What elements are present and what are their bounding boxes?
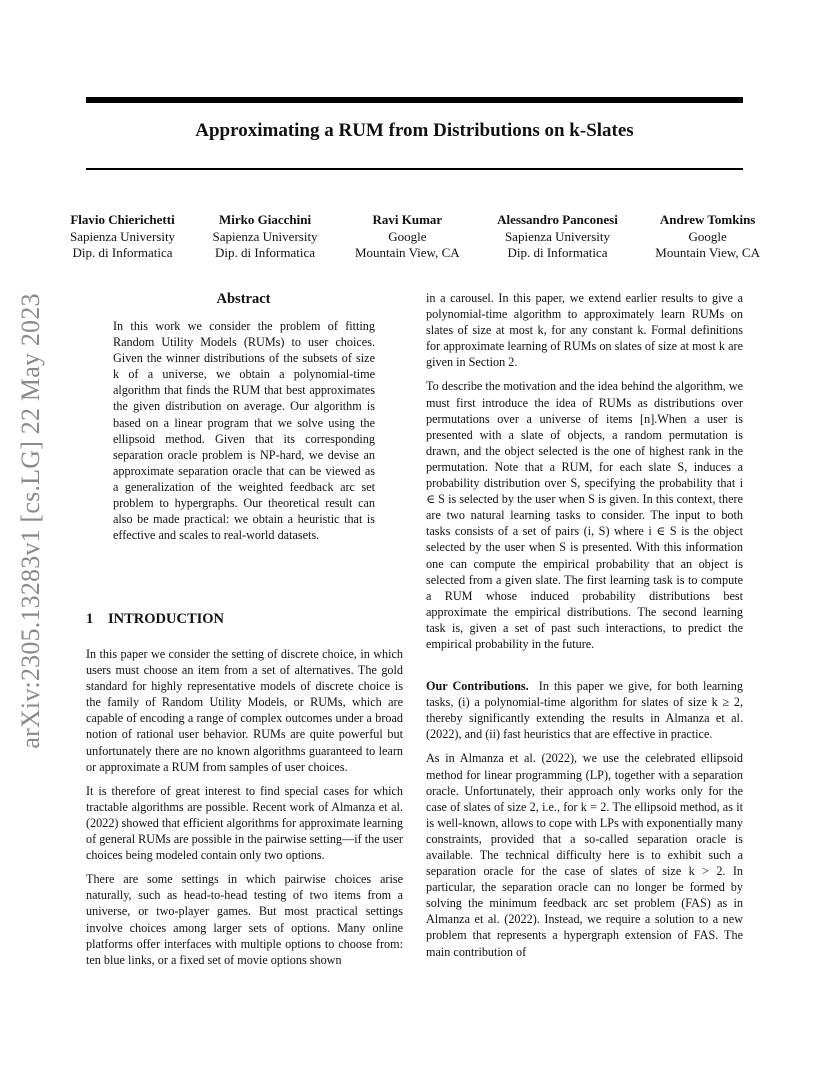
- author-department: Mountain View, CA: [655, 245, 760, 260]
- section-title: INTRODUCTION: [108, 611, 225, 627]
- author-affiliation: Google: [388, 228, 427, 244]
- author-block: [70, 212, 175, 262]
- abstract-heading: Abstract: [216, 291, 271, 307]
- author-block: [355, 212, 460, 262]
- author-affiliation: Sapienza University: [212, 228, 318, 244]
- author-department: Mountain View, CA: [355, 245, 460, 260]
- author-department: Dip. di Informatica: [507, 245, 608, 260]
- section-number: 1: [86, 611, 94, 627]
- paragraph: It is therefore of great interest to find special cases for which tractable algorithms are possible. Recent work of Almanza et al. (2022) showed that efficient algorithms for approximate learning of general RUMs are possible in the pairwise setting—if the user choices being modeled contain only two options.: [86, 783, 403, 863]
- author-name: Mirko Giacchini: [218, 212, 312, 227]
- author-name: Alessandro Panconesi: [497, 212, 618, 227]
- section-heading: [86, 611, 224, 628]
- abstract-text: In this work we consider the problem of fitting Random Utility Models (RUMs) to user choices. Given the winner distributions of the subsets of size k of a universe, we obtain a polynomial-time algorithm that finds the RUM that best approximates the given distribution on average. Our algorithm is based on a linear program that we solve using the ellipsoid method. Given that its corresponding separation oracle problem is NP-hard, we devise an approximate separation oracle that can be viewed as a generalization of the weighted feedback arc set problem to hypergraphs. Our theoretical result can also be made practical: we obtain a heuristic that is effective and scales to real-world datasets.: [113, 319, 375, 543]
- contributions-paragraph: [426, 678, 743, 742]
- paragraph-gap: [426, 660, 743, 678]
- title-bottom-rule: [86, 168, 743, 170]
- left-column: [86, 646, 403, 976]
- contributions-text: In this paper we give, for both learning tasks, (i) a polynomial-time algorithm for slates of size k ≥ 2, thereby significantly extending the results in Almanza et al. (2022), and (ii) fast heuristics that are effective in practice.: [426, 679, 743, 742]
- arxiv-identifier: arXiv:2305.13283v1 [cs.LG] 22 May 2023: [16, 293, 45, 749]
- paper-title: Approximating a RUM from Distributions on k-Slates: [195, 120, 634, 141]
- abstract-body: [113, 318, 375, 551]
- author-department: Dip. di Informatica: [215, 245, 316, 260]
- author-block: [655, 212, 760, 262]
- paragraph: In this paper we consider the setting of discrete choice, in which users must choose an item from a set of alternatives. The gold standard for highly representative models of discrete choice is the family of Random Utility Models, or RUMs, which are capable of encoding a range of complex outcomes under a broad notion of rational user behavior. RUMs are quite powerful but unfortunately there are no known algorithms guaranteed to learn or approximate a RUM from samples of user choices.: [86, 647, 403, 774]
- arxiv-sidebar: [2, 282, 60, 760]
- paragraph: To describe the motivation and the idea behind the algorithm, we must first introduce the idea of RUMs as distributions over permutations over a universe of items [n].When a user is presented with a slate of objects, a random permutation is drawn, and the object selected is the one of highest rank in the permutation. Note that a RUM, for each slate S, induces a probability distribution over S, specifying the probability that i ∈ S is selected by the user when S is given. In this context, there are two natural learning tasks to consider. The input to both tasks consists of a set of pairs (i, S) where i ∈ S is the object selected by the user when S is presented. With this information one can compute the empirical probability that an object is selected from a given slate. The first learning task is to compute a RUM whose induced probability distributions best approximate the empirical distributions. The second learning task is, given a set of past such interactions, to predict the empirical probability in the future.: [426, 379, 743, 651]
- author-block: [213, 212, 318, 262]
- author-name: Andrew Tomkins: [659, 212, 756, 227]
- author-block: [497, 212, 618, 262]
- author-name: Flavio Chierichetti: [70, 212, 175, 227]
- author-affiliation: Sapienza University: [70, 228, 176, 244]
- author-affiliation: Google: [688, 228, 727, 244]
- author-affiliation: Sapienza University: [504, 228, 611, 244]
- right-column: [426, 290, 743, 968]
- author-name: Ravi Kumar: [372, 212, 443, 227]
- author-list: [70, 212, 760, 262]
- paragraph: As in Almanza et al. (2022), we use the celebrated ellipsoid method for linear programming (LP), together with a separation oracle. Unfortunately, their approach only works only for the case of slates of size 2, i.e., for k = 2. The ellipsoid method, as it is well-known, allows to cope with LPs with exponentially many constraints, provided that a so-called separation oracle is available. The technical difficulty here is to exhibit such a separation oracle for the case of slates of size k > 2. In particular, the separation oracle can no longer be formed by solving the minimum feedback arc set problem (FAS) as in Almanza et al. (2022). Instead, we require a solution to a new problem that represents a hypergraph extension of FAS. The main contribution of: [426, 751, 743, 959]
- paragraph: in a carousel. In this paper, we extend earlier results to give a polynomial-time algorithm to approximately learn RUMs on slates of size at most k, for any constant k. Formal definitions for approximate learning of RUMs on slates of size at most k are given in Section 2.: [426, 291, 743, 370]
- contributions-heading: Our Contributions.: [426, 679, 529, 694]
- author-department: Dip. di Informatica: [72, 245, 173, 260]
- paragraph: There are some settings in which pairwise choices arise naturally, such as head-to-head testing of two items from a universe, or two-player games. But most practical settings involve choices among larger sets of options. Many online platforms offer interfaces with multiple options to choose from: ten blue links, or a fixed set of movie options shown: [86, 872, 403, 967]
- title-top-rule: [86, 97, 743, 103]
